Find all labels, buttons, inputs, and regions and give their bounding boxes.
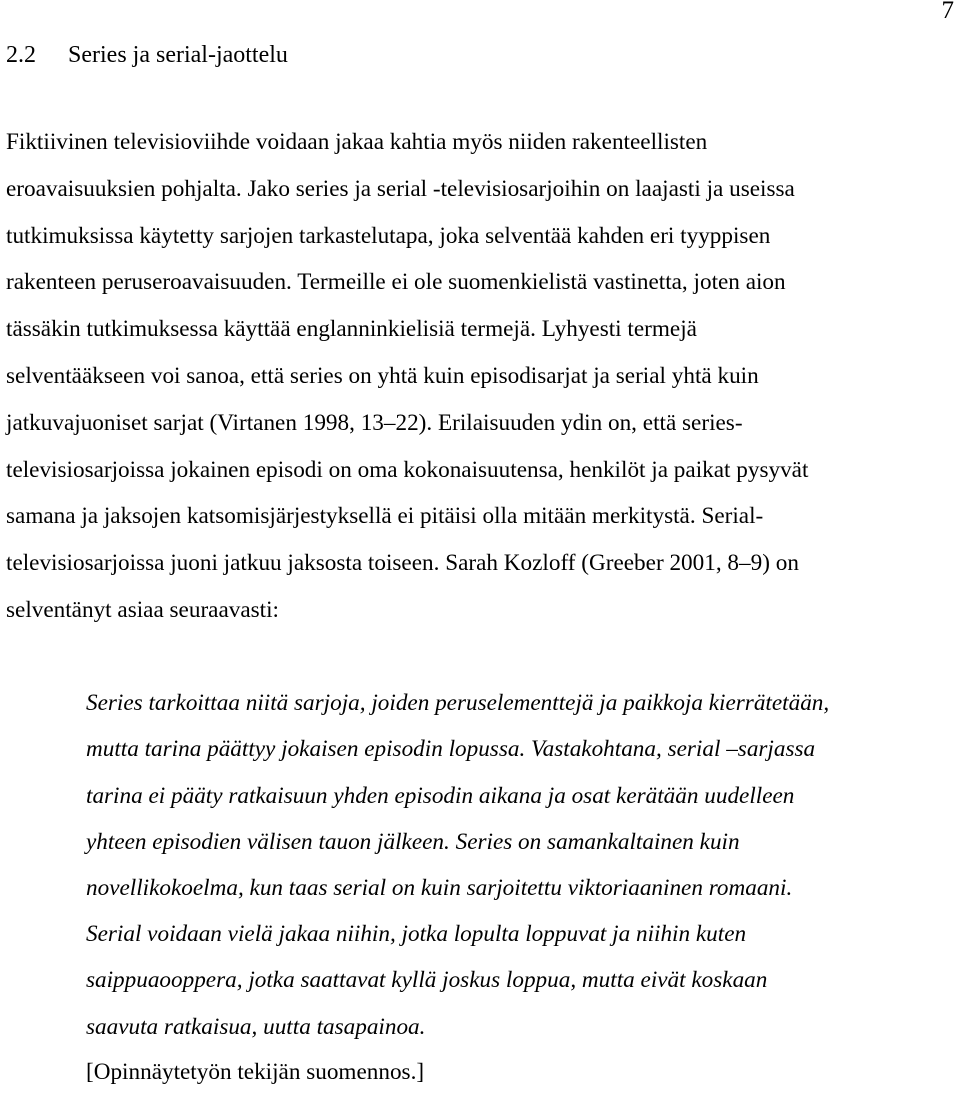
quote-line: saavuta ratkaisua, uutta tasapainoa.	[86, 1014, 426, 1040]
quote-line: Serial voidaan vielä jakaa niihin, jotka lopulta loppuvat ja niihin kuten	[86, 921, 747, 947]
body-line: selventääkseen voi sanoa, että series on yhtä kuin episodisarjat ja serial yhtä kuin	[6, 363, 759, 389]
body-line: rakenteen peruseroavaisuuden. Termeille ei ole suomenkielistä vastinetta, joten aion	[6, 269, 786, 295]
body-line: samana ja jaksojen katsomisjärjestyksellä ei pitäisi olla mitään merkitystä. Serial-	[6, 503, 764, 529]
section-heading	[6, 40, 288, 70]
quote-line: tarina ei pääty ratkaisuun yhden episodin aikana ja osat kerätään uudelleen	[86, 783, 795, 809]
quote-line: Series tarkoittaa niitä sarjoja, joiden peruselementtejä ja paikkoja kierrätetään,	[86, 690, 830, 716]
body-line: Fiktiivinen televisioviihde voidaan jakaa kahtia myös niiden rakenteellisten	[6, 129, 708, 155]
quote-line: yhteen episodien välisen tauon jälkeen. Series on samankaltainen kuin	[86, 829, 740, 855]
page-number: 7	[941, 0, 954, 24]
body-line: jatkuvajuoniset sarjat (Virtanen 1998, 13–22). Erilaisuuden ydin on, että series-	[6, 410, 743, 436]
body-line: selventänyt asiaa seuraavasti:	[6, 597, 279, 623]
quote-line: saippuaooppera, jotka saattavat kyllä joskus loppua, mutta eivät koskaan	[86, 967, 768, 993]
body-line: televisiosarjoissa jokainen episodi on oma kokonaisuutensa, henkilöt ja paikat pysyvät	[6, 457, 809, 483]
section-number: 2.2	[6, 42, 36, 68]
quote-line: mutta tarina päättyy jokaisen episodin lopussa. Vastakohtana, serial –sarjassa	[86, 736, 816, 762]
translator-note: [Opinnäytetyön tekijän suomennos.]	[86, 1059, 425, 1085]
body-line: tutkimuksissa käytetty sarjojen tarkastelutapa, joka selventää kahden eri tyyppisen	[6, 223, 771, 249]
quote-line: novellikokoelma, kun taas serial on kuin sarjoitettu viktoriaaninen romaani.	[86, 875, 793, 901]
section-title: Series ja serial-jaottelu	[68, 42, 288, 68]
body-line: televisiosarjoissa juoni jatkuu jaksosta toiseen. Sarah Kozloff (Greeber 2001, 8–9) on	[6, 550, 799, 576]
body-line: eroavaisuuksien pohjalta. Jako series ja serial -televisiosarjoihin on laajasti ja useissa	[6, 176, 795, 202]
body-line: tässäkin tutkimuksessa käyttää englanninkielisiä termejä. Lyhyesti termejä	[6, 316, 697, 342]
